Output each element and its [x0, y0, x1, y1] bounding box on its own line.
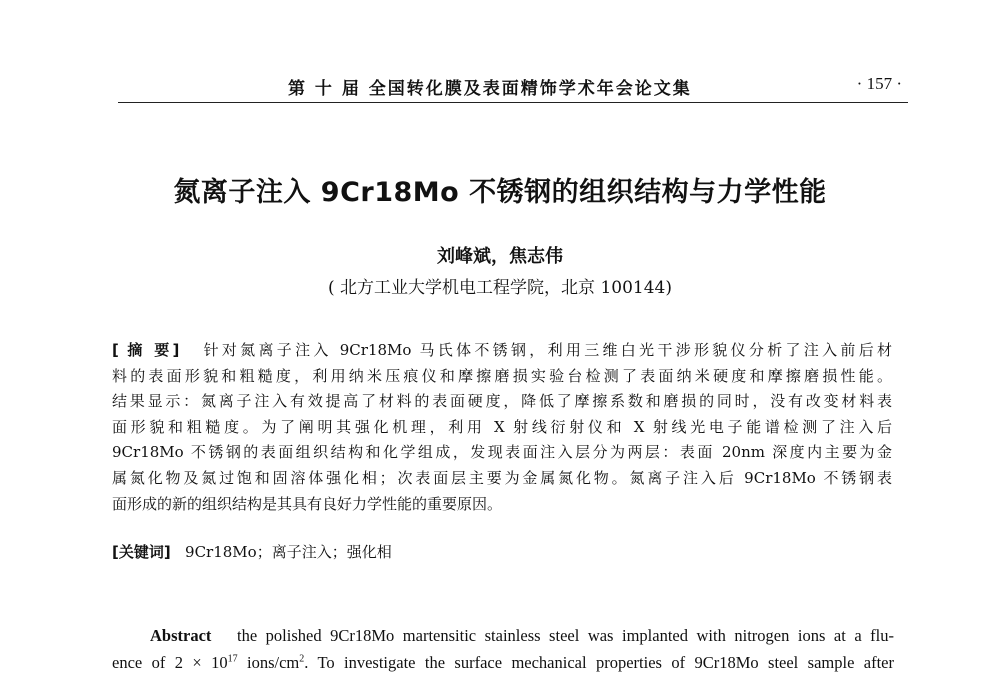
- english-abstract-text: the polished 9Cr18Mo martensitic stainless steel was implanted with nitrogen ions at a flu-: [236, 626, 895, 645]
- english-abstract: [112, 622, 894, 676]
- proceedings-title: 第 十 届 全国转化膜及表面精饰学术年会论文集: [288, 79, 692, 99]
- english-abstract-text: ence of 2 × 10: [112, 653, 228, 672]
- chinese-abstract: [112, 338, 892, 517]
- abstract-label: [ 摘 要]: [112, 341, 180, 359]
- abstract-line: 面形成的新的组织结构是其具有良好力学性能的重要原因。: [112, 494, 503, 513]
- abstract-line: 属氮化物及氮过饱和固溶体强化相；次表面层主要为金属氮化物。氮离子注入后 9Cr18Mo 不锈钢表: [112, 468, 892, 487]
- paper-affiliation: ( 北方工业大学机电工程学院，北京 100144): [328, 278, 672, 298]
- keywords-label: [关键词]: [112, 543, 171, 561]
- exponent: 17: [227, 653, 238, 665]
- paper-authors: 刘峰斌，焦志伟: [437, 246, 563, 267]
- english-abstract-line: [112, 622, 894, 649]
- abstract-line: [112, 338, 892, 364]
- page-number: · 157 ·: [856, 74, 902, 93]
- abstract-line: 9Cr18Mo 不锈钢的表面组织结构和化学组成，发现表面注入层分为两层：表面 20nm 深度内主要为金: [112, 443, 892, 462]
- english-abstract-text: . To investigate the surface mechanical properties of 9Cr18Mo steel sample after: [304, 653, 894, 672]
- english-abstract-line: [112, 649, 894, 676]
- keywords: [112, 541, 892, 562]
- abstract-line: 结果显示：氮离子注入有效提高了材料的表面硬度，降低了摩擦系数和磨损的同时，没有改变材料表: [112, 392, 892, 411]
- header-rule: [118, 102, 908, 103]
- abstract-line: 料的表面形貌和粗糙度，利用纳米压痕仪和摩擦磨损实验台检测了表面纳米硬度和摩擦磨损性能。: [112, 366, 892, 385]
- keywords-text: 9Cr18Mo；离子注入；强化相: [185, 543, 392, 561]
- abstract-line-text: 针对氮离子注入 9Cr18Mo 马氏体不锈钢，利用三维白光干涉形貌仪分析了注入前后材: [203, 341, 892, 359]
- exponent: 2: [299, 653, 305, 665]
- paper-title: 氮离子注入 9Cr18Mo 不锈钢的组织结构与力学性能: [173, 177, 827, 208]
- running-header: [118, 70, 908, 100]
- abstract-line: 面形貌和粗糙度。为了阐明其强化机理，利用 X 射线衍射仪和 X 射线光电子能谱检测了注入后: [112, 417, 892, 436]
- english-abstract-text: ions/cm: [237, 653, 300, 672]
- english-abstract-label: Abstract: [150, 626, 212, 645]
